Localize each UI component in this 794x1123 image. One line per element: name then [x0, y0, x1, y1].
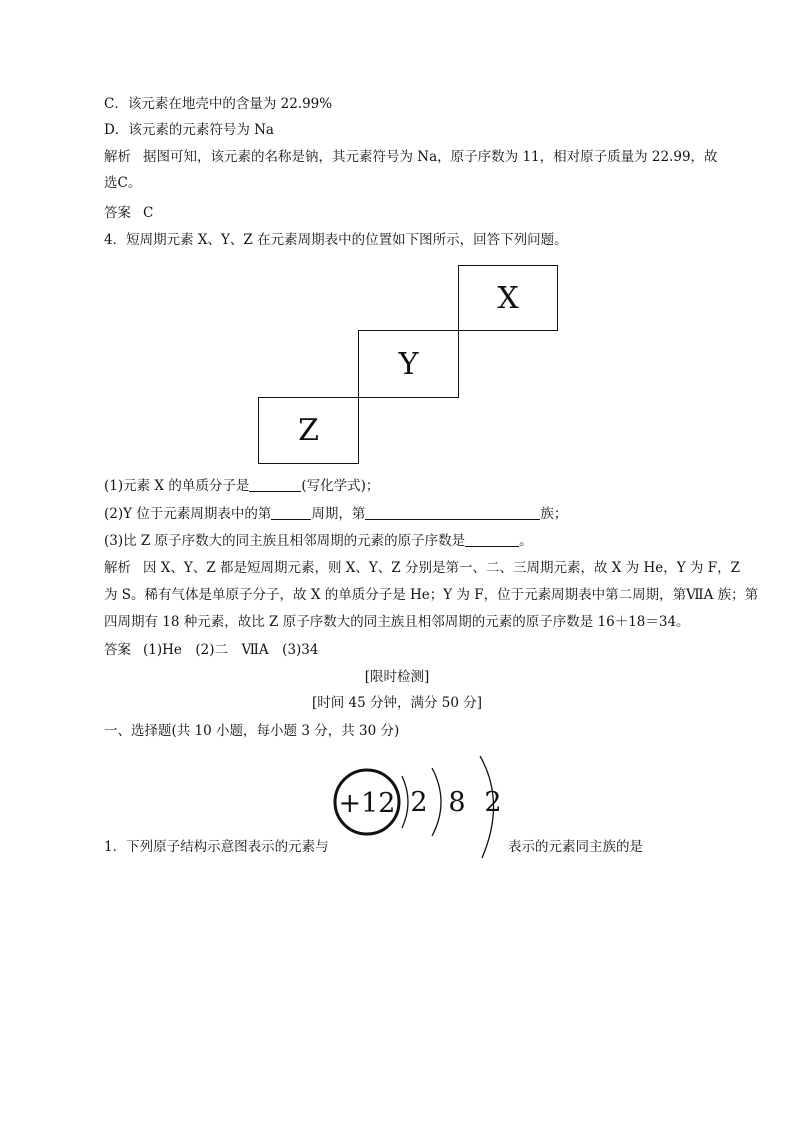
subq2-tail: 族；	[540, 506, 568, 522]
cell-z	[258, 397, 359, 464]
answer-blank	[365, 505, 540, 520]
nucleus-charge: +12	[338, 788, 396, 819]
subq3-text: (3)比 Z 原子序数大的同主族且相邻周期的元素的原子序数是	[104, 533, 466, 549]
answer-4	[104, 640, 318, 660]
cell-x	[458, 265, 558, 331]
subquestion-2	[104, 504, 567, 524]
shell-3-electrons: 2	[484, 787, 502, 818]
explanation-text: 据图可知，该元素的名称是钠，其元素符号为 Na，原子序数为 11，相对原子质量为 22.99，故	[143, 149, 718, 165]
atom-structure-diagram	[330, 750, 510, 872]
subq2-text: (2)Y 位于元素周期表中的第	[104, 506, 272, 522]
shell-arc	[402, 776, 408, 828]
explanation-label: 解析	[104, 560, 131, 576]
subq3-tail: 。	[519, 533, 533, 549]
answer-blank	[271, 505, 311, 520]
question-1-start: 1．下列原子结构示意图表示的元素与	[104, 839, 329, 855]
explanation-3-cont: 选C。	[104, 175, 142, 191]
explanation-label: 解析	[104, 149, 131, 165]
question-1-end: 表示的元素同主族的是	[508, 839, 643, 855]
shell-arc	[432, 768, 441, 836]
explanation-4	[104, 558, 740, 578]
option-d: D．该元素的元素符号为 Na	[104, 122, 274, 138]
subq1-text: (1)元素 X 的单质分子是	[104, 478, 250, 494]
cell-z-label: Z	[298, 413, 319, 448]
question-4: 4．短周期元素 X、Y、Z 在元素周期表中的位置如下图所示，回答下列问题。	[104, 232, 568, 248]
explanation-4-cont1: 为 S。稀有气体是单原子分子，故 X 的单质分子是 He；Y 为 F，位于元素周期表中第二周期，第ⅦA 族；第	[104, 587, 759, 603]
option-c: C．该元素在地壳中的含量为 22.99%	[104, 96, 333, 112]
answer-blank	[465, 532, 519, 547]
answer-label: 答案	[104, 642, 131, 658]
explanation-3	[104, 147, 718, 167]
answer-blank	[249, 477, 301, 492]
part-heading: 一、选择题(共 10 小题，每小题 3 分，共 30 分)	[104, 723, 400, 739]
subquestion-1	[104, 476, 379, 496]
subq1-tail: (写化学式)；	[301, 478, 380, 494]
cell-y	[358, 330, 459, 398]
section-title: [限时检测]	[364, 669, 430, 685]
cell-y-label: Y	[398, 346, 419, 382]
section-subtitle: [时间 45 分钟，满分 50 分]	[311, 695, 483, 711]
subq2-mid: 周期，第	[311, 506, 366, 522]
answer-text: C	[143, 205, 154, 221]
answer-text: (1)He (2)二 ⅦA (3)34	[143, 642, 319, 658]
shell-1-electrons: 2	[410, 787, 428, 818]
explanation-4-cont2: 四周期有 18 种元素，故比 Z 原子序数大的同主族且相邻周期的元素的原子序数是 16＋18＝34。	[104, 614, 690, 630]
shell-2-electrons: 8	[448, 787, 466, 818]
answer-label: 答案	[104, 205, 131, 221]
explanation-text: 因 X、Y、Z 都是短周期元素，则 X、Y、Z 分别是第一、二、三周期元素，故 X 为 He，Y 为 F，Z	[143, 560, 740, 576]
answer-3	[104, 203, 153, 223]
cell-x-label: X	[497, 280, 519, 316]
subquestion-3	[104, 531, 533, 551]
